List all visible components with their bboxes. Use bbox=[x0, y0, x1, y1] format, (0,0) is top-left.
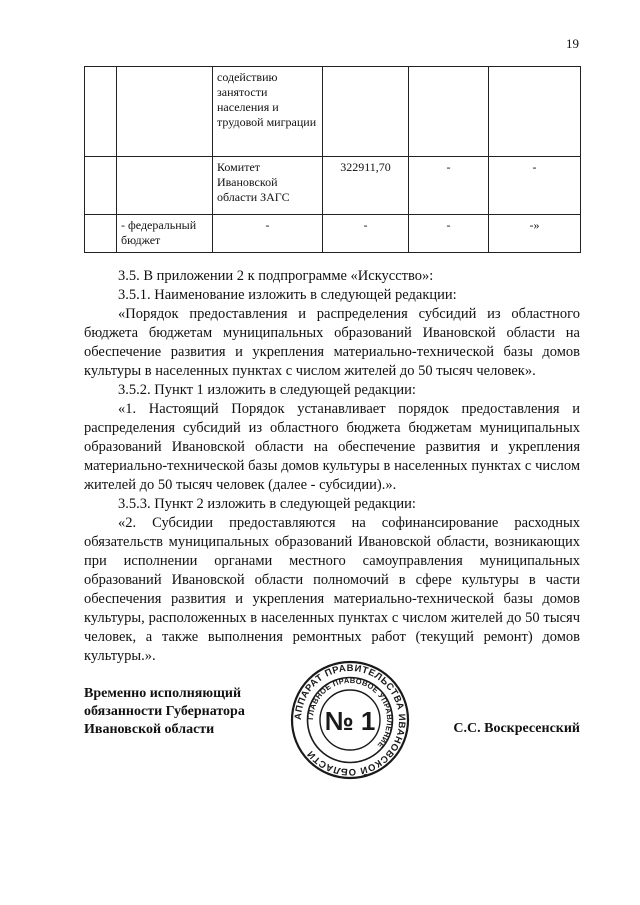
table-cell: - bbox=[213, 215, 323, 253]
table-cell bbox=[85, 215, 117, 253]
table-cell: - федеральный бюджет bbox=[117, 215, 213, 253]
table-cell bbox=[85, 67, 117, 157]
table-row bbox=[85, 157, 581, 215]
signatory-title-line: Ивановской области bbox=[84, 722, 215, 737]
amendment-text bbox=[84, 267, 580, 666]
signatory-title bbox=[84, 685, 245, 739]
paragraph: «Порядок предоставления и распределения субсидий из областного бюджета бюджетам муниципальных образований Ивановской области на обеспечение развития и укрепления материально-технической базы домов культуры в населенных пунктах с числом жителей до 50 тысяч человек». bbox=[84, 306, 580, 379]
table-row bbox=[85, 67, 581, 157]
table-cell: - bbox=[323, 215, 409, 253]
official-stamp bbox=[290, 660, 410, 780]
table-cell bbox=[409, 67, 489, 157]
paragraph: «2. Субсидии предоставляются на софинансирование расходных обязательств муниципальных образований Ивановской области, возникающих при исполнении органами местного самоуправления муниципальных образований Ивановской области полномочий в сфере культуры в части обеспечения развития и укрепления материально-технической базы домов культуры, расположенных в населенных пунктах с числом жителей до 50 тысяч человек, а также выполнения ремонтных работ (текущий ремонт) домов культуры.». bbox=[84, 515, 580, 664]
stamp-inner-text: ГЛАВНОЕ ПРАВОВОЕ УПРАВЛЕНИЕ bbox=[305, 675, 395, 750]
table-cell: - bbox=[409, 157, 489, 215]
table-row bbox=[85, 215, 581, 253]
paragraph: 3.5. В приложении 2 к подпрограмме «Искусство»: bbox=[118, 268, 434, 284]
stamp-outer-text: АППАРАТ ПРАВИТЕЛЬСТВА ИВАНОВСКОЙ ОБЛАСТИ bbox=[292, 662, 408, 778]
paragraph: «1. Настоящий Порядок устанавливает порядок предоставления и распределения субсидий из областного бюджета бюджетам муниципальных образований Ивановской области на обеспечение развития и укрепления материально-технической базы домов культуры в населенных пунктах с числом жителей до 50 тысяч человек (далее - субсидии).». bbox=[84, 401, 580, 493]
table-cell bbox=[323, 67, 409, 157]
table-cell: -» bbox=[489, 215, 581, 253]
table-cell: Комитет Ивановской области ЗАГС bbox=[213, 157, 323, 215]
paragraph: 3.5.2. Пункт 1 изложить в следующей редакции: bbox=[118, 382, 416, 398]
table-cell bbox=[489, 67, 581, 157]
table-cell: содействию занятости населения и трудовой миграции bbox=[213, 67, 323, 157]
signatory-title-line: Временно исполняющий bbox=[84, 686, 242, 701]
paragraph: 3.5.1. Наименование изложить в следующей редакции: bbox=[118, 287, 457, 303]
page-number: 19 bbox=[566, 36, 579, 51]
signatory-name: С.С. Воскресенский bbox=[453, 721, 580, 736]
table-cell bbox=[117, 157, 213, 215]
table-cell bbox=[85, 157, 117, 215]
budget-table bbox=[84, 66, 581, 253]
stamp-number: № 1 bbox=[324, 706, 376, 736]
table-cell: - bbox=[409, 215, 489, 253]
table-cell: - bbox=[489, 157, 581, 215]
signatory-title-line: обязанности Губернатора bbox=[84, 704, 245, 719]
table-cell bbox=[117, 67, 213, 157]
table-cell: 322911,70 bbox=[323, 157, 409, 215]
paragraph: 3.5.3. Пункт 2 изложить в следующей редакции: bbox=[118, 496, 416, 512]
